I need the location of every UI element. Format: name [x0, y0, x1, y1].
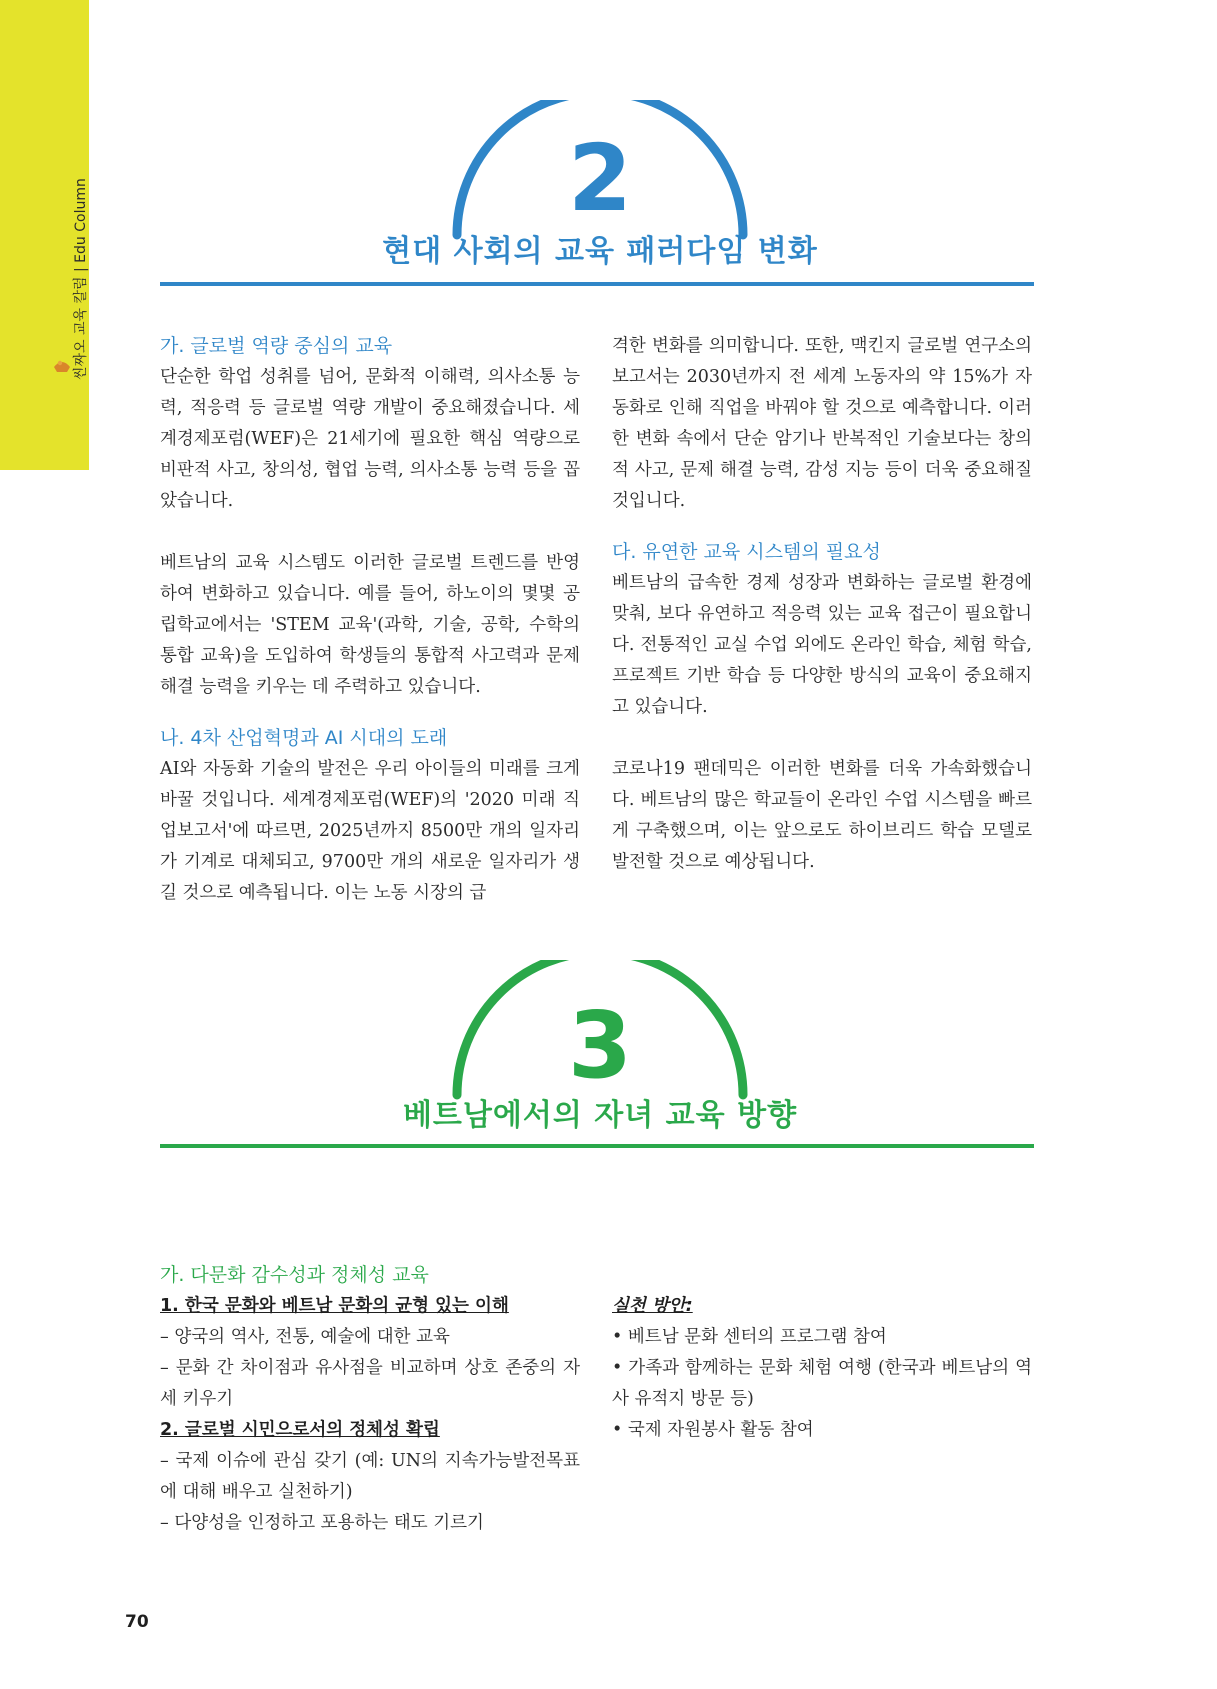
subheading-global-citizen: 2. 글로벌 시민으로서의 정체성 확립 [160, 1420, 440, 1440]
heading-flexible-system: 다. 유연한 교육 시스템의 필요성 [612, 541, 881, 563]
heading-global-competency: 가. 글로벌 역량 중심의 교육 [160, 335, 393, 357]
paragraph-ai-era: AI와 자동화 기술의 발전은 우리 아이들의 미래를 크게 바꿀 것입니다. 세계경제포럼(WEF)의 '2020 미래 직업보고서'에 따르면, 2025년까지 8500만 개의 일자리가 기계로 대체되고, 9700만 개의 새로운 일자리가 생길 것으로 예측됩니다. 이는 노동 시장의 급 [160, 759, 580, 903]
section2-divider [160, 282, 1034, 286]
paragraph-vietnam-system: 베트남의 교육 시스템도 이러한 글로벌 트렌드를 반영하여 변화하고 있습니다. 예를 들어, 하노이의 몇몇 공립학교에서는 'STEM 교육'(과학, 기술, 공학, 수학의 통합 교육)을 도입하여 학생들의 통합적 사고력과 문제 해결 능력을 키우는 데 주력하고 있습니다. [160, 553, 580, 697]
practice-title: 실천 방안: [612, 1296, 693, 1316]
page-number: 70 [125, 1612, 149, 1632]
column-logo-icon [52, 355, 72, 375]
side-column-label: 씬짜오 교육 칼럼 | Edu Column [73, 178, 89, 380]
section2-right-column [612, 331, 1032, 878]
paragraph-labor-change: 격한 변화를 의미합니다. 또한, 맥킨지 글로벌 연구소의 보고서는 2030년까지 전 세계 노동자의 약 15%가 자동화로 인해 직업을 바꿔야 할 것으로 예측합니다. 이러한 변화 속에서 단순 암기나 반복적인 기술보다는 창의적 사고, 문제 해결 능력, 감성 지능 등이 더욱 중요해질 것입니다. [612, 336, 1032, 511]
section3-right-column [612, 1291, 1032, 1446]
section2-title: 현대 사회의 교육 패러다임 변화 [382, 234, 818, 269]
list-item: – 다양성을 인정하고 포용하는 태도 기르기 [160, 1513, 484, 1533]
practice-bullet: • 가족과 함께하는 문화 체험 여행 (한국과 베트남의 역사 유적지 방문 등) [612, 1358, 1032, 1409]
section2-number: 2 [567, 125, 632, 232]
heading-industrial-revolution: 나. 4차 산업혁명과 AI 시대의 도래 [160, 727, 448, 749]
paragraph-covid: 코로나19 팬데믹은 이러한 변화를 더욱 가속화했습니다. 베트남의 많은 학교들이 온라인 수업 시스템을 빠르게 구축했으며, 이는 앞으로도 하이브리드 학습 모델로 발전할 것으로 예상됩니다. [612, 759, 1032, 872]
subheading-balanced-understanding: 1. 한국 문화와 베트남 문화의 균형 있는 이해 [160, 1296, 509, 1316]
practice-bullet: • 국제 자원봉사 활동 참여 [612, 1420, 814, 1440]
paragraph-flexible-system: 베트남의 급속한 경제 성장과 변화하는 글로벌 환경에 맞춰, 보다 유연하고 적응력 있는 교육 접근이 필요합니다. 전통적인 교실 수업 외에도 온라인 학습, 체험 학습, 프로젝트 기반 학습 등 다양한 방식의 교육이 중요해지고 있습니다. [612, 573, 1032, 717]
section3-left-column [160, 1260, 580, 1539]
section3-divider [160, 1144, 1034, 1148]
section3-number: 3 [567, 992, 632, 1099]
section2-left-column [160, 331, 580, 909]
practice-bullet: • 베트남 문화 센터의 프로그램 참여 [612, 1327, 887, 1347]
list-item: – 양국의 역사, 전통, 예술에 대한 교육 [160, 1327, 450, 1347]
list-item: – 문화 간 차이점과 유사점을 비교하며 상호 존중의 자세 키우기 [160, 1358, 580, 1409]
list-item: – 국제 이슈에 관심 갖기 (예: UN의 지속가능발전목표에 대해 배우고 실천하기) [160, 1451, 580, 1502]
section3-title: 베트남에서의 자녀 교육 방향 [402, 1098, 798, 1133]
paragraph-global-competency: 단순한 학업 성취를 넘어, 문화적 이해력, 의사소통 능력, 적응력 등 글로벌 역량 개발이 중요해졌습니다. 세계경제포럼(WEF)은 21세기에 필요한 핵심 역량으로 비판적 사고, 창의성, 협업 능력, 의사소통 능력 등을 꼽았습니다. [160, 367, 580, 511]
heading-multicultural: 가. 다문화 감수성과 정체성 교육 [160, 1264, 429, 1286]
